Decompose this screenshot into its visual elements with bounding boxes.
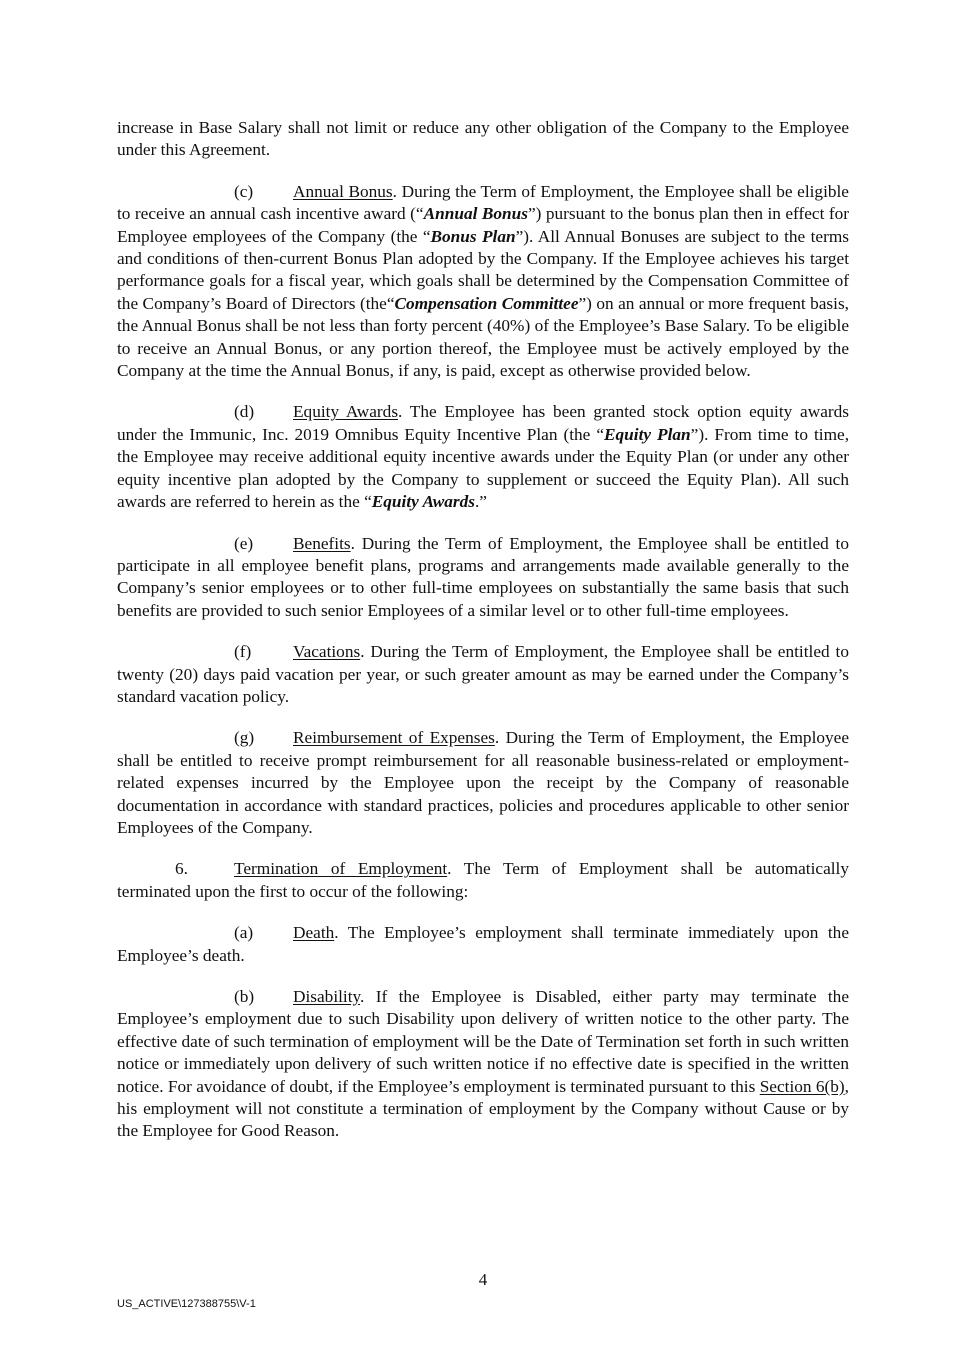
section-text: . The Employee has been granted stock option equity awards under the Immunic, Inc. 2019 Omnibus Equity Incentive Plan (the “: [117, 402, 849, 444]
section-number: 6.: [175, 859, 188, 879]
section-text: . During the Term of Employment, the Employee shall be entitled to twenty (20) days paid vacation per year, or such greater amount as may be earned under the Company’s standard vacation policy.: [117, 642, 849, 706]
section-heading: Death: [293, 923, 335, 943]
defined-term: Annual Bonus: [423, 204, 528, 224]
section-text: . During the Term of Employment, the Employee shall be entitled to participate in all employee benefit plans, programs and arrangements made available generally to the Company’s senior employees or to other full-time employees on substantially the same basis that such benefits are provided to such senior Employees of a similar level or to other full-time employees.: [117, 533, 849, 620]
section-number: (g): [234, 728, 255, 748]
cross-reference: Section 6(b): [759, 1076, 845, 1096]
section-number: (f): [234, 642, 252, 662]
section-number: (b): [234, 987, 255, 1006]
defined-term: Equity Awards: [371, 492, 475, 512]
section-heading: Disability: [293, 987, 361, 1006]
section-text: . The Employee’s employment shall terminate immediately upon the Employee’s death.: [117, 923, 849, 965]
section-text: . During the Term of Employment, the Employee shall be eligible to receive an annual cash incentive award (“: [117, 181, 849, 224]
section-6-termination: [117, 858, 849, 903]
section-number: (a): [234, 923, 254, 943]
section-number: (c): [234, 181, 254, 201]
section-text: , his employment will not constitute a termination of employment by the Company without Cause or by the Employee for Good Reason.: [117, 1076, 849, 1141]
section-text: . If the Employee is Disabled, either party may terminate the Employee’s employment due to such Disability upon delivery of written notice to the other party. The effective date of such termination of employment will be the Date of Termination set forth in such written notice or immediately upon delivery of such written notice if no effective date is specified in the written notice. For avoidance of doubt, if the Employee’s employment is terminated pursuant to this: [117, 987, 849, 1096]
section-f-vacations: [117, 641, 849, 708]
continuation-text: increase in Base Salary shall not limit or reduce any other obligation of the Company to the Employee under this Agreement.: [117, 118, 849, 160]
section-text: ”) pursuant to the bonus plan then in effect for Employee employees of the Company (the “: [117, 204, 849, 246]
section-d-equity-awards: [117, 401, 849, 513]
section-heading: Annual Bonus: [293, 181, 393, 201]
section-text: ”) on an annual or more frequent basis, the Annual Bonus shall be not less than forty percent (40%) of the Employee’s Base Salary. To be eligible to receive an Annual Bonus, or any portion thereof, the Employee must be actively employed by the Company at the time the Annual Bonus, if any, is paid, except as otherwise provided below.: [117, 293, 849, 381]
section-g-reimbursement: [117, 727, 849, 839]
section-e-benefits: [117, 533, 849, 623]
document-id: US_ACTIVE\127388755\V-1: [117, 1298, 256, 1310]
section-c-annual-bonus: [117, 181, 849, 383]
section-6b-disability: [117, 986, 849, 1143]
section-heading: Benefits: [293, 533, 351, 553]
section-number: (e): [234, 533, 254, 553]
section-text: . The Term of Employment shall be automatically terminated upon the first to occur of the following:: [117, 859, 849, 901]
document-body: [117, 117, 849, 1143]
section-number: (d): [234, 402, 255, 422]
defined-term: Equity Plan: [604, 424, 691, 444]
page-number: 4: [478, 1270, 488, 1289]
section-text: .”: [474, 492, 487, 512]
section-text: ”). From time to time, the Employee may receive additional equity incentive awards under the Equity Plan (or under any other equity incentive plan adopted by the Company to supplement or succeed the Equity Plan). All such awards are referred to herein as the “: [117, 424, 850, 512]
continuation-paragraph: [117, 117, 849, 162]
section-heading: Reimbursement of Expenses: [293, 728, 495, 748]
section-heading: Termination of Employment: [234, 859, 448, 879]
section-text: . During the Term of Employment, the Employee shall be entitled to receive prompt reimbursement for all reasonable business-related or employment-related expenses incurred by the Employee upon the receipt by the Company of reasonable documentation in accordance with standard practices, policies and procedures applicable to other senior Employees of the Company.: [117, 728, 849, 837]
section-heading: Vacations: [293, 642, 361, 662]
defined-term: Bonus Plan: [430, 226, 516, 246]
section-text: ”). All Annual Bonuses are subject to the terms and conditions of then-current Bonus Plan adopted by the Company. If the Employee achieves his target performance goals for a fiscal year, which goals shall be determined by the Compensation Committee of the Company’s Board of Directors (the“: [117, 226, 850, 313]
defined-term: Compensation Committee: [394, 293, 579, 313]
section-heading: Equity Awards: [293, 402, 399, 422]
section-6a-death: [117, 922, 849, 967]
